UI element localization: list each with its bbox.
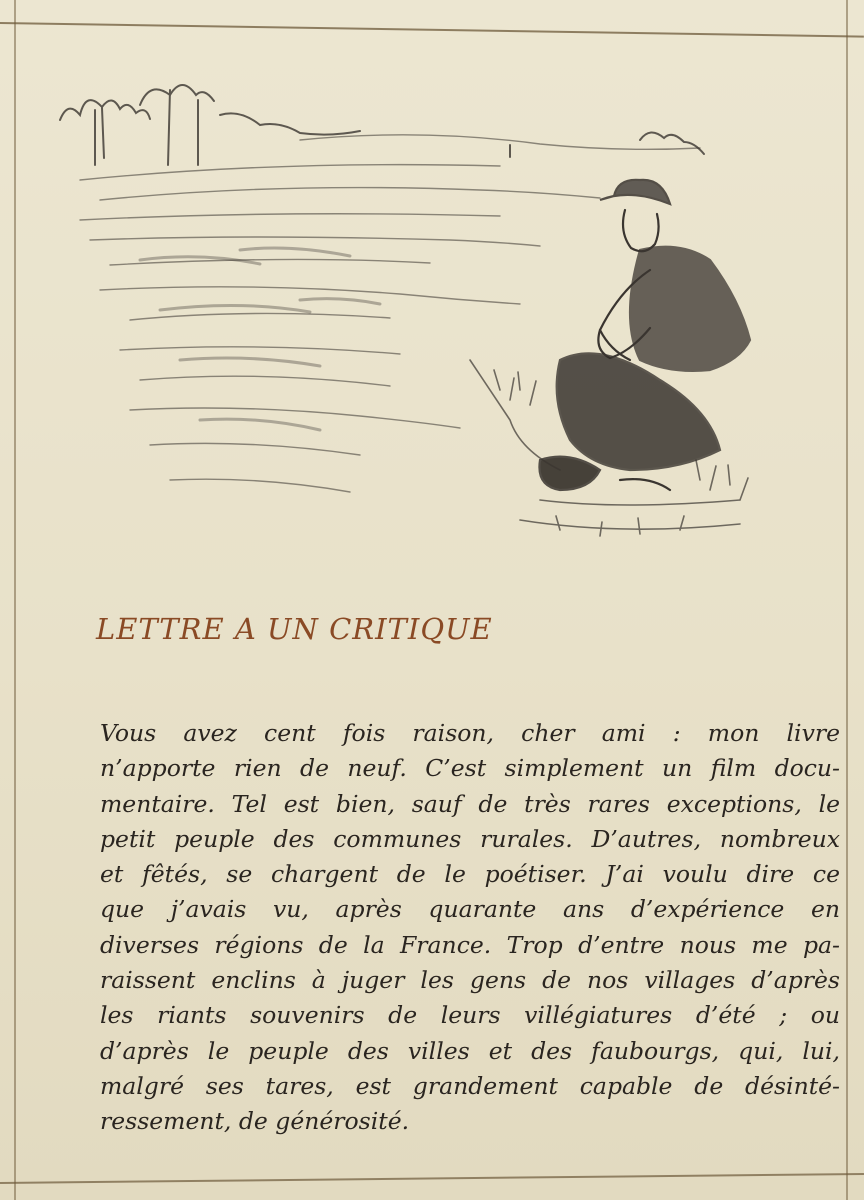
field-shading	[140, 248, 380, 430]
text-line: d’après le peuple des villes et des faubourgs, qui, lui,	[100, 1036, 840, 1065]
text-line: les riants souvenirs de leurs villégiatures d’été ; ou	[100, 1001, 840, 1030]
text-line: que j’avais vu, après quarante ans d’expérience en	[100, 895, 840, 924]
text-line: diverses régions de la France. Trop d’entre nous me pa-	[100, 930, 840, 959]
right-border-rule	[846, 0, 848, 1200]
text-line: ressement, de générosité.	[100, 1107, 410, 1136]
text-line: Vous avez cent fois raison, cher ami : mon livre	[100, 719, 840, 747]
text-line: petit peuple des communes rurales. D’autres, nombreux	[100, 824, 840, 853]
bottom-border-rule	[0, 1173, 864, 1184]
chapter-title: LETTRE A UN CRITIQUE	[96, 612, 493, 646]
farmer-figure	[539, 180, 750, 490]
left-border-rule	[14, 0, 16, 1200]
text-line: malgré ses tares, est grandement capable de désinté-	[100, 1071, 840, 1100]
text-line: et fêtés, se chargent de le poétiser. J’ai voulu dire ce	[100, 860, 840, 889]
text-line: raissent enclins à juger les gens de nos villages d’après	[100, 966, 840, 995]
top-border-rule	[0, 22, 864, 38]
text-line: n’apporte rien de neuf. C’est simplement un film docu-	[100, 754, 840, 783]
text-line: mentaire. Tel est bien, sauf de très rares exceptions, le	[100, 789, 840, 818]
body-paragraph	[100, 716, 840, 1140]
farmer-illustration	[40, 60, 820, 560]
distant-trees	[60, 85, 704, 165]
